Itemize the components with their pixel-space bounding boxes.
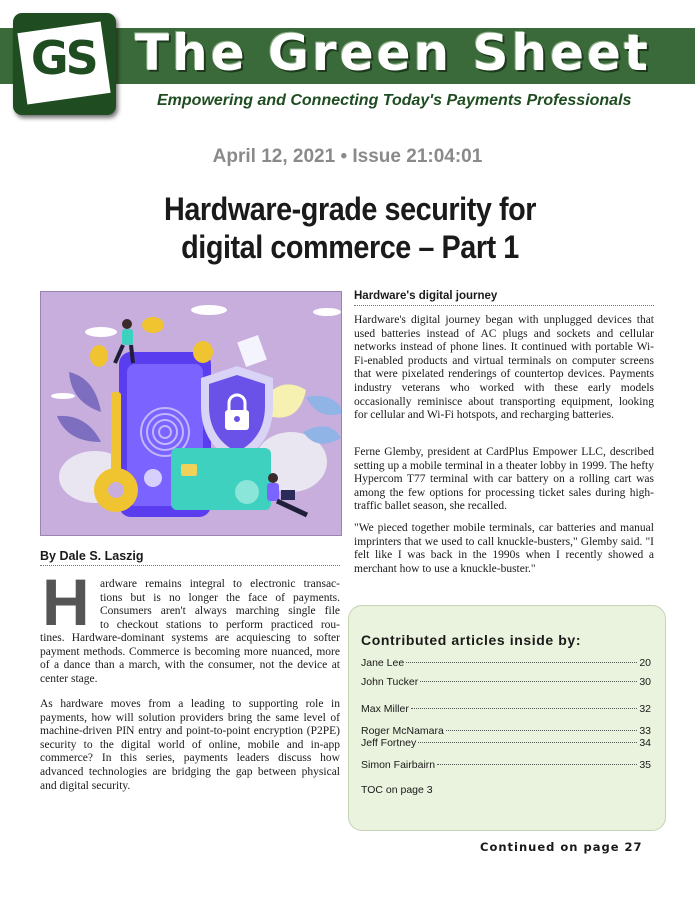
intro-line-4: to checkout stations to perform practiced rou- xyxy=(100,619,340,631)
intro-line-3: Consumers aren't always marching single file xyxy=(100,605,340,617)
issue-date-line: April 12, 2021 • Issue 21:04:01 xyxy=(212,146,483,167)
right-paragraph-3: "We pieced together mobile terminals, car batteries and manual imprinters that we used to call knuckle-busters," Glemby said. "I felt like I was back in the 1990s when I recently showed a merchant how to use a knuckle-buster." xyxy=(354,522,654,575)
toc-page: 33 xyxy=(639,725,651,737)
drop-cap-letter: H xyxy=(42,565,90,639)
intro-line-1: ardware remains integral to electronic transac- xyxy=(100,578,340,590)
green-sheet-logo xyxy=(13,13,116,115)
article-paragraph-2: As hardware moves from a leading to supporting role in payments, how will solution providers bring the same level of machine-driven PIN entry and point-to-point encryption (P2PE) security to the digital world of online, mobile and in-app commerce? In this series, payments leaders discuss how advanced technologies are bridging the gap between physical and digital security. xyxy=(40,698,340,792)
headline-line-2: digital commerce – Part 1 xyxy=(181,229,519,265)
article-byline: By Dale S. Laszig xyxy=(40,549,340,566)
intro-paragraph-rest: tines. Hardware-dominant systems are acquiescing to softer payment methods. Commerce is becoming more nuanced, more of a dance than a march, with the consumer, not the device at center stage. xyxy=(40,632,340,685)
section-subhead: Hardware's digital journey xyxy=(354,290,654,306)
toc-author: Max Miller xyxy=(361,703,409,715)
toc-entry[interactable] xyxy=(361,676,651,690)
toc-page: 30 xyxy=(639,676,651,688)
toc-page: 20 xyxy=(639,657,651,669)
toc-page: 35 xyxy=(639,759,651,771)
toc-entry[interactable] xyxy=(361,759,651,773)
illustration-art xyxy=(41,292,341,535)
toc-author: Jeff Fortney xyxy=(361,737,417,749)
toc-author: John Tucker xyxy=(361,676,419,688)
continued-on-page: Continued on page 27 xyxy=(480,840,643,854)
toc-author: Simon Fairbairn xyxy=(361,759,436,771)
logo-paper-shape xyxy=(17,22,110,105)
toc-entry[interactable] xyxy=(361,737,651,751)
publication-title: The Green Sheet xyxy=(135,24,651,82)
right-paragraph-2: Ferne Glemby, president at CardPlus Empower LLC, described setting up a mobile terminal in a theater lobby in 1999. The hefty Hypercom T77 terminal with car battery on a rolling cart was among the few options for processing ticket sales during high-traffic ballet season, she recalled. xyxy=(354,446,654,513)
security-illustration xyxy=(40,291,342,536)
toc-page: 34 xyxy=(639,737,651,749)
toc-author: Jane Lee xyxy=(361,657,405,669)
toc-page-reference[interactable]: TOC on page 3 xyxy=(361,784,433,796)
toc-author: Roger McNamara xyxy=(361,725,444,737)
intro-line-2: tions but is no longer the face of payments. xyxy=(100,592,340,604)
toc-entry[interactable] xyxy=(361,657,651,671)
right-paragraph-1: Hardware's digital journey began with unplugged devices that used batteries instead of AC plugs and sockets and cellular networks instead of phone lines. It continued with portable Wi-Fi-enabled products and virtual terminals on computer screens that were pixelated renderings of countertop devices. Payments industry veterans who worked with these early models occasionally reminisce about transporting equipment, looking for cellular and Wi-Fi hotspots, and recharging batteries. xyxy=(354,314,654,422)
toc-page: 32 xyxy=(639,703,651,715)
headline-line-1: Hardware-grade security for xyxy=(164,191,536,227)
contributed-articles-box xyxy=(348,605,666,831)
logo-lettering: GS xyxy=(30,31,96,86)
article-headline xyxy=(107,190,593,266)
publication-tagline: Empowering and Connecting Today's Payments Professionals xyxy=(157,92,632,109)
toc-entry[interactable] xyxy=(361,703,651,717)
toc-title: Contributed articles inside by: xyxy=(361,632,582,648)
